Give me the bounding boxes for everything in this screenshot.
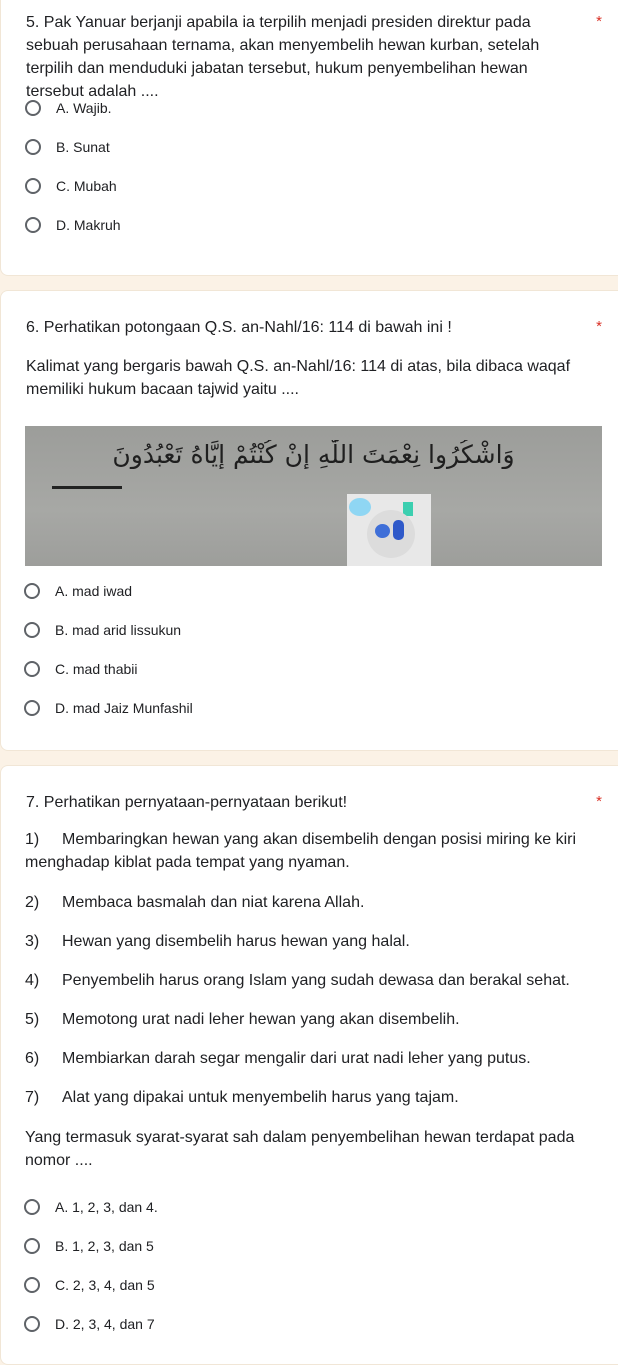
option-q5-c[interactable] <box>25 175 117 197</box>
assistant-logo-overlay <box>347 494 431 566</box>
question-7-title: 7. Perhatikan pernyataan-pernyataan berikut! <box>26 794 348 811</box>
radio-button[interactable] <box>25 100 41 116</box>
option-q7-a[interactable] <box>24 1196 158 1218</box>
statement-number: 2) <box>25 894 40 911</box>
option-label: B. 1, 2, 3, dan 5 <box>55 1238 154 1254</box>
radio-button[interactable] <box>24 1238 40 1254</box>
question-card-5 <box>0 0 618 276</box>
statement-text: Hewan yang disembelih harus hewan yang halal. <box>62 933 410 950</box>
statement-text: Membaca basmalah dan niat karena Allah. <box>62 894 365 911</box>
statement-number: 7) <box>25 1089 40 1106</box>
radio-button[interactable] <box>24 1199 40 1215</box>
radio-button[interactable] <box>25 178 41 194</box>
option-label: B. Sunat <box>56 139 110 155</box>
option-q5-a[interactable] <box>25 97 112 119</box>
option-q6-b[interactable] <box>24 619 181 641</box>
radio-button[interactable] <box>24 661 40 677</box>
option-label: C. 2, 3, 4, dan 5 <box>55 1277 155 1293</box>
statement-number: 6) <box>25 1050 40 1067</box>
question-5-title: 5. Pak Yanuar berjanji apabila ia terpilih menjadi presiden direktur pada sebuah perusahaan ternama, akan menyembelih hewan kurban, setelah terpilih dan menduduki jabatan tersebut, hukum penyembelihan hewan tersebut adalah .... <box>26 14 540 100</box>
radio-button[interactable] <box>24 622 40 638</box>
arabic-verse-text: وَاشْكُرُوا نِعْمَتَ اللّٰهِ إِنْ كُنْتُمْ إِيَّاهُ تَعْبُدُونَ <box>112 440 515 469</box>
option-label: A. 1, 2, 3, dan 4. <box>55 1199 158 1215</box>
question-6-title: 6. Perhatikan potongaan Q.S. an-Nahl/16: 114 di bawah ini ! <box>26 319 452 336</box>
option-q6-c[interactable] <box>24 658 137 680</box>
question-7-closing: Yang termasuk syarat-syarat sah dalam penyembelihan hewan terdapat pada nomor .... <box>25 1129 575 1169</box>
required-asterisk: * <box>596 13 602 30</box>
statement-4 <box>25 969 578 992</box>
blue-dot-icon <box>349 498 371 516</box>
option-label: C. mad thabii <box>55 661 138 677</box>
question-6-image <box>25 426 602 566</box>
statement-2 <box>25 891 578 914</box>
option-label: A. Wajib. <box>56 100 112 116</box>
statement-text: Penyembelih harus orang Islam yang sudah dewasa dan berakal sehat. <box>62 972 570 989</box>
underline-mark <box>52 486 122 489</box>
option-label: C. Mubah <box>56 178 117 194</box>
option-label: B. mad arid lissukun <box>55 622 182 638</box>
radio-button[interactable] <box>25 139 41 155</box>
option-q5-b[interactable] <box>25 136 110 158</box>
radio-button[interactable] <box>24 1316 40 1332</box>
option-q5-d[interactable] <box>25 214 121 236</box>
question-6-body: Kalimat yang bergaris bawah Q.S. an-Nahl/16: 114 di atas, bila dibaca waqaf memiliki hukum bacaan tajwid yaitu .... <box>26 358 571 398</box>
statement-1 <box>25 828 578 874</box>
radio-button[interactable] <box>24 1277 40 1293</box>
statement-text: Membaringkan hewan yang akan disembelih dengan posisi miring ke kiri menghadap kiblat pada tempat yang nyaman. <box>25 831 577 871</box>
required-asterisk: * <box>596 318 602 335</box>
statement-3 <box>25 930 578 953</box>
option-q6-d[interactable] <box>24 697 193 719</box>
option-q7-b[interactable] <box>24 1235 154 1257</box>
radio-button[interactable] <box>24 583 40 599</box>
option-q7-c[interactable] <box>24 1274 155 1296</box>
radio-button[interactable] <box>24 700 40 716</box>
statement-number: 3) <box>25 933 40 950</box>
statement-text: Memotong urat nadi leher hewan yang akan disembelih. <box>62 1011 460 1028</box>
option-label: A. mad iwad <box>55 583 133 599</box>
blue-circle-icon <box>375 524 390 538</box>
statement-6 <box>25 1047 578 1070</box>
option-q6-a[interactable] <box>24 580 132 602</box>
statement-5 <box>25 1008 578 1031</box>
option-q7-d[interactable] <box>24 1313 155 1335</box>
gray-circle-icon <box>367 510 415 558</box>
statement-text: Membiarkan darah segar mengalir dari urat nadi leher yang putus. <box>62 1050 531 1067</box>
blue-bar-icon <box>393 520 404 540</box>
radio-button[interactable] <box>25 217 41 233</box>
statement-number: 4) <box>25 972 40 989</box>
option-label: D. 2, 3, 4, dan 7 <box>55 1316 155 1332</box>
required-asterisk: * <box>596 793 602 810</box>
statement-number: 5) <box>25 1011 40 1028</box>
option-label: D. mad Jaiz Munfashil <box>55 700 193 716</box>
option-label: D. Makruh <box>56 217 121 233</box>
statement-text: Alat yang dipakai untuk menyembelih harus yang tajam. <box>62 1089 459 1106</box>
statement-7 <box>25 1086 578 1109</box>
statement-number: 1) <box>25 831 40 848</box>
